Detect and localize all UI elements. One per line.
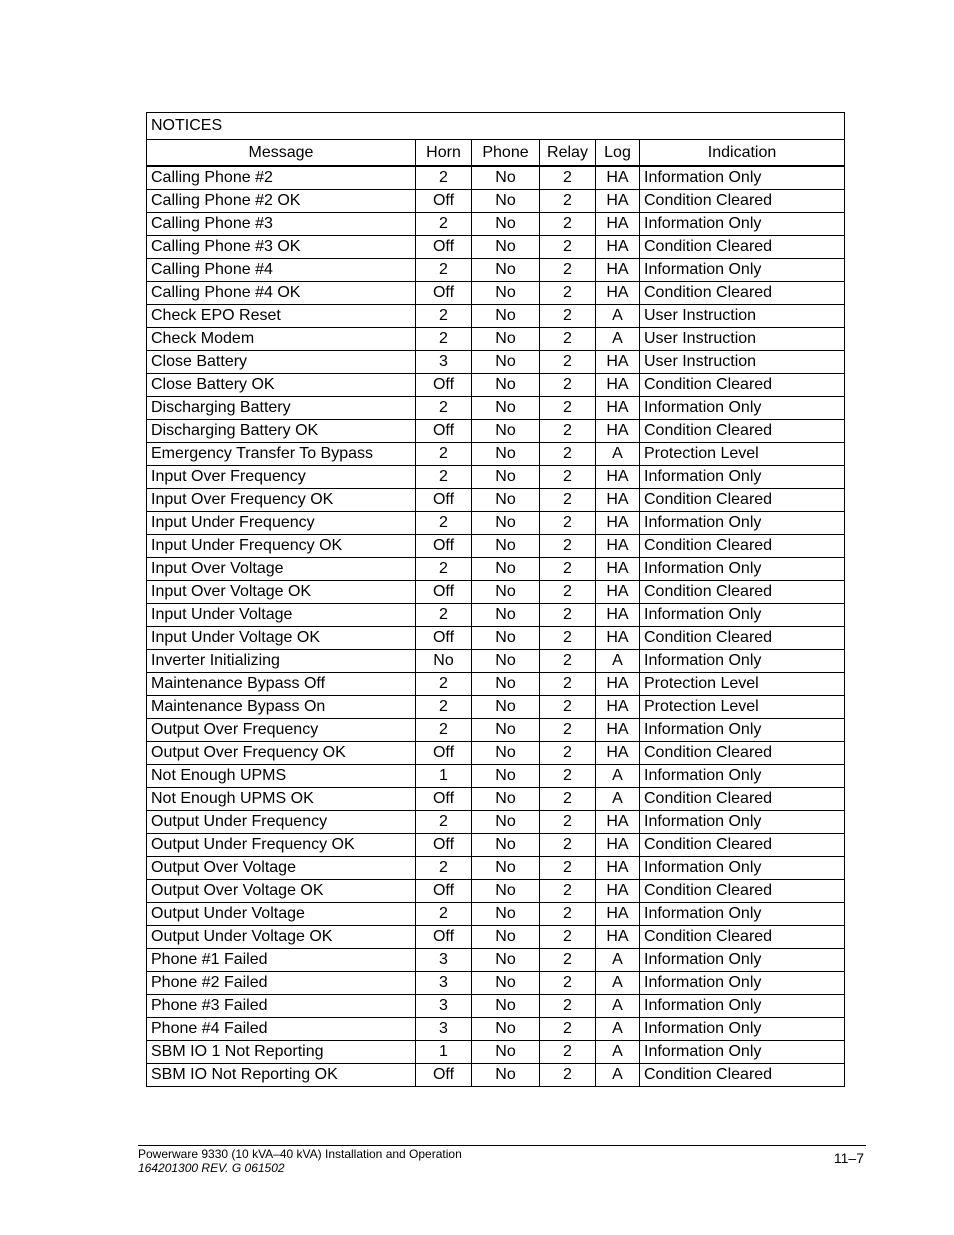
table-row xyxy=(147,650,845,673)
cell-horn: Off xyxy=(416,926,472,949)
cell-relay: 2 xyxy=(540,742,596,765)
cell-log: HA xyxy=(596,236,640,259)
table-row xyxy=(147,190,845,213)
cell-phone: No xyxy=(472,489,540,512)
cell-phone: No xyxy=(472,236,540,259)
cell-indication: Information Only xyxy=(640,213,845,236)
cell-horn: 3 xyxy=(416,351,472,374)
cell-message: Check EPO Reset xyxy=(147,305,416,328)
cell-phone: No xyxy=(472,282,540,305)
cell-phone: No xyxy=(472,166,540,190)
cell-message: Emergency Transfer To Bypass xyxy=(147,443,416,466)
cell-message: Input Under Voltage OK xyxy=(147,627,416,650)
cell-indication: Information Only xyxy=(640,903,845,926)
cell-message: Output Over Voltage xyxy=(147,857,416,880)
cell-message: Calling Phone #4 OK xyxy=(147,282,416,305)
cell-relay: 2 xyxy=(540,788,596,811)
cell-indication: Information Only xyxy=(640,857,845,880)
cell-phone: No xyxy=(472,512,540,535)
cell-log: A xyxy=(596,1041,640,1064)
table-title: NOTICES xyxy=(147,113,845,140)
cell-indication: Information Only xyxy=(640,719,845,742)
cell-indication: Condition Cleared xyxy=(640,282,845,305)
cell-phone: No xyxy=(472,811,540,834)
cell-message: Discharging Battery xyxy=(147,397,416,420)
cell-relay: 2 xyxy=(540,512,596,535)
cell-horn: Off xyxy=(416,880,472,903)
cell-log: HA xyxy=(596,696,640,719)
cell-horn: 2 xyxy=(416,213,472,236)
table-row xyxy=(147,604,845,627)
cell-phone: No xyxy=(472,581,540,604)
cell-log: HA xyxy=(596,926,640,949)
cell-message: Phone #3 Failed xyxy=(147,995,416,1018)
cell-log: HA xyxy=(596,213,640,236)
table-row xyxy=(147,489,845,512)
cell-message: Discharging Battery OK xyxy=(147,420,416,443)
cell-phone: No xyxy=(472,466,540,489)
cell-relay: 2 xyxy=(540,1018,596,1041)
cell-phone: No xyxy=(472,949,540,972)
cell-indication: Information Only xyxy=(640,512,845,535)
cell-indication: Condition Cleared xyxy=(640,236,845,259)
cell-phone: No xyxy=(472,903,540,926)
table-row xyxy=(147,926,845,949)
cell-log: HA xyxy=(596,351,640,374)
column-header-message: Message xyxy=(147,140,416,167)
cell-relay: 2 xyxy=(540,719,596,742)
table-row xyxy=(147,397,845,420)
cell-phone: No xyxy=(472,765,540,788)
cell-message: Input Over Frequency xyxy=(147,466,416,489)
cell-message: SBM IO Not Reporting OK xyxy=(147,1064,416,1087)
column-header-row xyxy=(147,140,845,167)
cell-phone: No xyxy=(472,834,540,857)
cell-phone: No xyxy=(472,443,540,466)
cell-horn: Off xyxy=(416,1064,472,1087)
cell-indication: Information Only xyxy=(640,995,845,1018)
cell-relay: 2 xyxy=(540,190,596,213)
cell-message: Phone #2 Failed xyxy=(147,972,416,995)
cell-horn: 2 xyxy=(416,512,472,535)
cell-relay: 2 xyxy=(540,650,596,673)
cell-log: HA xyxy=(596,397,640,420)
cell-message: Calling Phone #2 OK xyxy=(147,190,416,213)
cell-indication: Condition Cleared xyxy=(640,190,845,213)
cell-horn: 2 xyxy=(416,811,472,834)
cell-message: Input Under Frequency xyxy=(147,512,416,535)
cell-phone: No xyxy=(472,719,540,742)
cell-indication: Information Only xyxy=(640,765,845,788)
table-row xyxy=(147,834,845,857)
cell-horn: 3 xyxy=(416,949,472,972)
cell-relay: 2 xyxy=(540,627,596,650)
cell-log: HA xyxy=(596,903,640,926)
cell-log: HA xyxy=(596,535,640,558)
cell-phone: No xyxy=(472,742,540,765)
cell-relay: 2 xyxy=(540,1041,596,1064)
cell-log: HA xyxy=(596,627,640,650)
cell-horn: 2 xyxy=(416,259,472,282)
cell-phone: No xyxy=(472,857,540,880)
cell-indication: Condition Cleared xyxy=(640,535,845,558)
cell-phone: No xyxy=(472,627,540,650)
column-header-indication: Indication xyxy=(640,140,845,167)
table-row xyxy=(147,1018,845,1041)
cell-log: HA xyxy=(596,719,640,742)
cell-relay: 2 xyxy=(540,351,596,374)
cell-phone: No xyxy=(472,650,540,673)
cell-horn: Off xyxy=(416,282,472,305)
cell-horn: 2 xyxy=(416,166,472,190)
cell-relay: 2 xyxy=(540,374,596,397)
table-row xyxy=(147,788,845,811)
cell-message: Input Over Voltage xyxy=(147,558,416,581)
cell-relay: 2 xyxy=(540,581,596,604)
table-row xyxy=(147,995,845,1018)
cell-indication: Condition Cleared xyxy=(640,926,845,949)
table-row xyxy=(147,466,845,489)
cell-horn: 2 xyxy=(416,719,472,742)
table-row xyxy=(147,880,845,903)
cell-log: A xyxy=(596,765,640,788)
cell-relay: 2 xyxy=(540,857,596,880)
table-row xyxy=(147,259,845,282)
cell-message: Output Over Voltage OK xyxy=(147,880,416,903)
cell-relay: 2 xyxy=(540,811,596,834)
cell-log: HA xyxy=(596,166,640,190)
cell-horn: 2 xyxy=(416,328,472,351)
footer-page-number: 11–7 xyxy=(833,1150,864,1166)
cell-log: A xyxy=(596,305,640,328)
cell-phone: No xyxy=(472,1018,540,1041)
cell-relay: 2 xyxy=(540,489,596,512)
cell-phone: No xyxy=(472,374,540,397)
table-row xyxy=(147,581,845,604)
cell-log: HA xyxy=(596,673,640,696)
cell-phone: No xyxy=(472,305,540,328)
cell-log: HA xyxy=(596,466,640,489)
cell-message: Check Modem xyxy=(147,328,416,351)
cell-message: Output Under Frequency xyxy=(147,811,416,834)
footer-rule xyxy=(138,1145,866,1146)
cell-indication: Condition Cleared xyxy=(640,420,845,443)
table-row xyxy=(147,558,845,581)
cell-log: A xyxy=(596,972,640,995)
cell-phone: No xyxy=(472,351,540,374)
cell-phone: No xyxy=(472,673,540,696)
cell-relay: 2 xyxy=(540,236,596,259)
cell-relay: 2 xyxy=(540,305,596,328)
cell-horn: Off xyxy=(416,535,472,558)
cell-indication: User Instruction xyxy=(640,305,845,328)
table-row xyxy=(147,1064,845,1087)
cell-horn: 2 xyxy=(416,305,472,328)
cell-relay: 2 xyxy=(540,926,596,949)
cell-message: Output Under Frequency OK xyxy=(147,834,416,857)
column-header-relay: Relay xyxy=(540,140,596,167)
cell-message: Maintenance Bypass On xyxy=(147,696,416,719)
cell-relay: 2 xyxy=(540,443,596,466)
cell-indication: Information Only xyxy=(640,1018,845,1041)
cell-log: HA xyxy=(596,512,640,535)
cell-horn: Off xyxy=(416,742,472,765)
cell-relay: 2 xyxy=(540,259,596,282)
cell-log: A xyxy=(596,1064,640,1087)
cell-phone: No xyxy=(472,213,540,236)
cell-relay: 2 xyxy=(540,972,596,995)
cell-log: HA xyxy=(596,880,640,903)
cell-message: Calling Phone #3 xyxy=(147,213,416,236)
cell-indication: Condition Cleared xyxy=(640,1064,845,1087)
table-row xyxy=(147,903,845,926)
table-row xyxy=(147,673,845,696)
table-row xyxy=(147,627,845,650)
cell-horn: 2 xyxy=(416,857,472,880)
cell-indication: Information Only xyxy=(640,650,845,673)
cell-message: Phone #1 Failed xyxy=(147,949,416,972)
cell-phone: No xyxy=(472,788,540,811)
cell-phone: No xyxy=(472,604,540,627)
cell-message: SBM IO 1 Not Reporting xyxy=(147,1041,416,1064)
cell-indication: Condition Cleared xyxy=(640,788,845,811)
cell-relay: 2 xyxy=(540,604,596,627)
cell-log: A xyxy=(596,949,640,972)
cell-message: Calling Phone #2 xyxy=(147,166,416,190)
cell-horn: 2 xyxy=(416,443,472,466)
cell-horn: Off xyxy=(416,627,472,650)
cell-horn: 3 xyxy=(416,972,472,995)
table-row xyxy=(147,719,845,742)
cell-indication: Condition Cleared xyxy=(640,742,845,765)
cell-relay: 2 xyxy=(540,535,596,558)
column-header-log: Log xyxy=(596,140,640,167)
cell-relay: 2 xyxy=(540,834,596,857)
cell-indication: Information Only xyxy=(640,811,845,834)
cell-indication: Information Only xyxy=(640,466,845,489)
cell-indication: Protection Level xyxy=(640,443,845,466)
cell-log: HA xyxy=(596,581,640,604)
cell-indication: Information Only xyxy=(640,558,845,581)
cell-message: Output Over Frequency xyxy=(147,719,416,742)
cell-phone: No xyxy=(472,190,540,213)
cell-horn: 2 xyxy=(416,673,472,696)
cell-phone: No xyxy=(472,1064,540,1087)
table-row xyxy=(147,765,845,788)
cell-message: Not Enough UPMS OK xyxy=(147,788,416,811)
cell-horn: Off xyxy=(416,581,472,604)
cell-relay: 2 xyxy=(540,995,596,1018)
cell-relay: 2 xyxy=(540,558,596,581)
table-body xyxy=(147,166,845,1087)
cell-message: Output Under Voltage OK xyxy=(147,926,416,949)
cell-log: HA xyxy=(596,374,640,397)
cell-horn: 2 xyxy=(416,903,472,926)
cell-message: Phone #4 Failed xyxy=(147,1018,416,1041)
cell-phone: No xyxy=(472,880,540,903)
cell-indication: Information Only xyxy=(640,259,845,282)
cell-message: Maintenance Bypass Off xyxy=(147,673,416,696)
cell-relay: 2 xyxy=(540,696,596,719)
cell-relay: 2 xyxy=(540,397,596,420)
cell-log: HA xyxy=(596,420,640,443)
cell-phone: No xyxy=(472,397,540,420)
table-row xyxy=(147,374,845,397)
table-row xyxy=(147,742,845,765)
cell-indication: Condition Cleared xyxy=(640,581,845,604)
cell-relay: 2 xyxy=(540,420,596,443)
table-row xyxy=(147,949,845,972)
cell-horn: 3 xyxy=(416,1018,472,1041)
cell-message: Calling Phone #4 xyxy=(147,259,416,282)
cell-horn: 1 xyxy=(416,765,472,788)
cell-log: HA xyxy=(596,742,640,765)
cell-horn: Off xyxy=(416,374,472,397)
cell-phone: No xyxy=(472,926,540,949)
cell-message: Input Under Frequency OK xyxy=(147,535,416,558)
cell-indication: Information Only xyxy=(640,166,845,190)
cell-relay: 2 xyxy=(540,213,596,236)
cell-log: HA xyxy=(596,489,640,512)
table-row xyxy=(147,811,845,834)
cell-relay: 2 xyxy=(540,282,596,305)
table-row xyxy=(147,535,845,558)
cell-horn: Off xyxy=(416,788,472,811)
notices-table xyxy=(146,112,845,1087)
table-row xyxy=(147,512,845,535)
cell-phone: No xyxy=(472,1041,540,1064)
cell-indication: Information Only xyxy=(640,397,845,420)
table-row xyxy=(147,972,845,995)
cell-message: Calling Phone #3 OK xyxy=(147,236,416,259)
cell-phone: No xyxy=(472,558,540,581)
cell-log: HA xyxy=(596,259,640,282)
cell-relay: 2 xyxy=(540,949,596,972)
cell-message: Close Battery OK xyxy=(147,374,416,397)
cell-message: Input Over Frequency OK xyxy=(147,489,416,512)
cell-relay: 2 xyxy=(540,765,596,788)
cell-log: HA xyxy=(596,811,640,834)
cell-phone: No xyxy=(472,328,540,351)
cell-indication: Condition Cleared xyxy=(640,627,845,650)
cell-log: HA xyxy=(596,834,640,857)
cell-phone: No xyxy=(472,696,540,719)
cell-horn: 2 xyxy=(416,604,472,627)
cell-horn: Off xyxy=(416,420,472,443)
cell-indication: User Instruction xyxy=(640,328,845,351)
cell-phone: No xyxy=(472,259,540,282)
footer-doc-title: Powerware 9330 (10 kVA–40 kVA) Installation and Operation xyxy=(138,1147,462,1161)
table-row xyxy=(147,166,845,190)
cell-log: A xyxy=(596,995,640,1018)
cell-message: Output Over Frequency OK xyxy=(147,742,416,765)
cell-message: Input Under Voltage xyxy=(147,604,416,627)
cell-phone: No xyxy=(472,420,540,443)
column-header-horn: Horn xyxy=(416,140,472,167)
cell-relay: 2 xyxy=(540,328,596,351)
cell-log: A xyxy=(596,650,640,673)
footer-doc-number: 164201300 REV. G 061502 xyxy=(138,1161,285,1175)
cell-log: A xyxy=(596,328,640,351)
table-row xyxy=(147,213,845,236)
cell-log: HA xyxy=(596,857,640,880)
table-row xyxy=(147,857,845,880)
cell-indication: Information Only xyxy=(640,1041,845,1064)
cell-indication: Information Only xyxy=(640,949,845,972)
cell-relay: 2 xyxy=(540,466,596,489)
cell-indication: Condition Cleared xyxy=(640,834,845,857)
cell-indication: Condition Cleared xyxy=(640,489,845,512)
cell-indication: Condition Cleared xyxy=(640,374,845,397)
cell-indication: Information Only xyxy=(640,604,845,627)
cell-horn: 3 xyxy=(416,995,472,1018)
cell-log: HA xyxy=(596,282,640,305)
cell-phone: No xyxy=(472,535,540,558)
cell-message: Inverter Initializing xyxy=(147,650,416,673)
table-row xyxy=(147,420,845,443)
cell-log: HA xyxy=(596,604,640,627)
cell-indication: Information Only xyxy=(640,972,845,995)
table-row xyxy=(147,443,845,466)
cell-phone: No xyxy=(472,972,540,995)
cell-horn: 2 xyxy=(416,397,472,420)
table-row xyxy=(147,282,845,305)
cell-indication: Protection Level xyxy=(640,673,845,696)
table-row xyxy=(147,305,845,328)
cell-relay: 2 xyxy=(540,1064,596,1087)
cell-horn: Off xyxy=(416,190,472,213)
cell-message: Not Enough UPMS xyxy=(147,765,416,788)
cell-log: A xyxy=(596,443,640,466)
cell-horn: Off xyxy=(416,236,472,259)
cell-log: A xyxy=(596,1018,640,1041)
cell-horn: No xyxy=(416,650,472,673)
cell-relay: 2 xyxy=(540,673,596,696)
cell-log: A xyxy=(596,788,640,811)
cell-horn: 2 xyxy=(416,558,472,581)
cell-horn: Off xyxy=(416,834,472,857)
cell-message: Input Over Voltage OK xyxy=(147,581,416,604)
table-row xyxy=(147,236,845,259)
cell-phone: No xyxy=(472,995,540,1018)
cell-indication: User Instruction xyxy=(640,351,845,374)
cell-relay: 2 xyxy=(540,903,596,926)
cell-message: Output Under Voltage xyxy=(147,903,416,926)
column-header-phone: Phone xyxy=(472,140,540,167)
cell-horn: 1 xyxy=(416,1041,472,1064)
table-row xyxy=(147,328,845,351)
table-row xyxy=(147,1041,845,1064)
cell-horn: 2 xyxy=(416,696,472,719)
cell-message: Close Battery xyxy=(147,351,416,374)
footer-doc-info xyxy=(138,1147,462,1175)
cell-horn: 2 xyxy=(416,466,472,489)
cell-indication: Protection Level xyxy=(640,696,845,719)
table-row xyxy=(147,351,845,374)
cell-relay: 2 xyxy=(540,166,596,190)
cell-relay: 2 xyxy=(540,880,596,903)
cell-log: HA xyxy=(596,190,640,213)
table-row xyxy=(147,696,845,719)
cell-log: HA xyxy=(596,558,640,581)
cell-horn: Off xyxy=(416,489,472,512)
cell-indication: Condition Cleared xyxy=(640,880,845,903)
